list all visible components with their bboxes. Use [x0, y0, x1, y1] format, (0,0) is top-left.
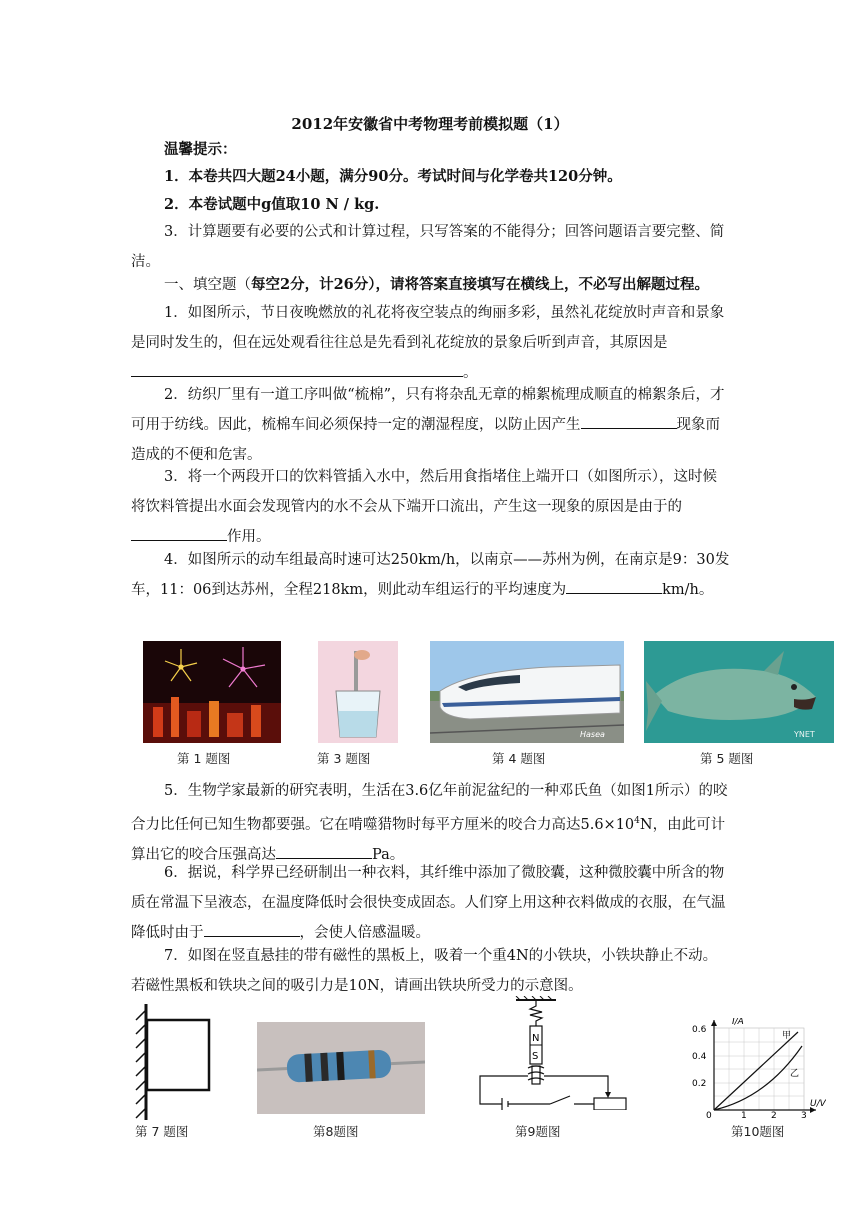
fireworks-image — [143, 641, 281, 743]
graph-y-tick-0.2: 0.2 — [692, 1079, 707, 1089]
question-1 — [131, 298, 731, 388]
graph-x-tick-1: 1 — [741, 1111, 747, 1118]
resistor-image — [257, 1022, 425, 1114]
q1-text-end: 。 — [463, 365, 478, 381]
section-1-heading — [131, 270, 731, 300]
q5-text: 5．生物学家最新的研究表明，生活在3.6亿年前泥盆纪的一种邓氏鱼（如图1所示）的咬合力比任何已知生物都要强。它在啃噬猎物时每平方厘米的咬合力高达5.6×10 — [131, 783, 728, 833]
q5-text-end: Pa。 — [372, 846, 405, 863]
caption-fig-3: 第 3 题图 — [317, 751, 371, 766]
q2-answer-blank[interactable] — [581, 414, 677, 429]
q6-text: 6．据说，科学界已经研制出一种衣料，其纤维中添加了微胶囊，这种微胶囊中所含的物质在常温下呈液态，在温度降低时会很快变成固态。人们穿上用这种衣料做成的衣服，在气温降低时由于 — [131, 865, 726, 941]
caption-fig-5: 第 5 题图 — [700, 751, 754, 766]
q5-exponent: 4 — [634, 816, 640, 826]
graph-curve-label-b: 乙 — [790, 1069, 800, 1079]
tips-heading-text: 温馨提示： — [164, 141, 237, 158]
section-1-instructions: 每空2分，计26分），请将答案直接填写在横线上，不必写出解题过程。 — [251, 276, 710, 293]
q6-answer-blank[interactable] — [204, 922, 300, 937]
q2-text: 2．纺织厂里有一道工序叫做“梳棉”，只有将杂乱无章的棉絮梳理成顺直的棉絮条后，才可用于纺线。因此，梳棉车间必须保持一定的潮湿程度，以防止因产生 — [131, 387, 725, 433]
q4-text-end: km/h。 — [662, 582, 714, 598]
question-4 — [131, 545, 731, 605]
question-6 — [131, 858, 731, 948]
question-7: 7．如图在竖直悬挂的带有磁性的黑板上，吸着一个重4N的小铁块，小铁块静止不动。若磁性黑板和铁块之间的吸引力是10N，请画出铁块所受力的示意图。 — [131, 948, 718, 994]
caption-fig-8: 第8题图 — [313, 1124, 359, 1139]
fish-image-watermark: YNET — [794, 730, 815, 739]
graph-y-tick-0.4: 0.4 — [692, 1052, 707, 1062]
q2-text-end: 现象而造成的不便和危害。 — [131, 417, 720, 463]
q6-text-end: ，会使人倍感温暖。 — [299, 925, 430, 941]
graph-x-tick-2: 2 — [771, 1111, 777, 1118]
page-title: 2012年安徽省中考物理考前模拟题（1） — [291, 115, 569, 133]
caption-fig-10: 第10题图 — [731, 1124, 785, 1139]
q5-text-middle: N，由此可计算出它的咬合压强高达 — [131, 816, 726, 863]
caption-fig-9: 第9题图 — [515, 1124, 561, 1139]
section-1-prefix: 一、填空题（ — [164, 277, 251, 293]
caption-fig-1: 第 1 题图 — [177, 751, 231, 766]
magnetic-board-diagram — [132, 1000, 222, 1124]
dunkleosteus-fish-image — [644, 641, 834, 743]
magnet-pole-n: N — [532, 1033, 540, 1044]
question-5 — [131, 776, 731, 870]
q5-answer-blank[interactable] — [276, 844, 372, 859]
q3-answer-blank[interactable] — [131, 526, 227, 541]
tip-1: 1．本卷共四大题24小题，满分90分。考试时间与化学卷共120分钟。 — [164, 168, 622, 185]
q3-text: 3．将一个两段开口的饮料管插入水中，然后用食指堵住上端开口（如图所示），这时候将饮料管提出水面会发现管内的水不会从下端开口流出，产生这一现象的原因是由于的 — [131, 469, 717, 515]
q4-text: 4．如图所示的动车组最高时速可达250km/h，以南京——苏州为例，在南京是9：30发车，11：06到达苏州，全程218km，则此动车组运行的平均速度为 — [131, 552, 730, 598]
q1-answer-blank[interactable] — [131, 362, 463, 377]
electromagnet-circuit-diagram — [470, 996, 632, 1110]
graph-y-axis-label: I/A — [732, 1018, 744, 1027]
straw-in-water-image — [318, 641, 398, 743]
graph-curve-label-a: 甲 — [782, 1031, 792, 1041]
graph-x-tick-0: 0 — [706, 1111, 712, 1118]
q4-answer-blank[interactable] — [566, 579, 662, 594]
question-2 — [131, 380, 731, 470]
caption-fig-7: 第 7 题图 — [135, 1124, 189, 1139]
question-3 — [131, 462, 731, 552]
magnet-pole-s: S — [532, 1051, 539, 1062]
tip-2: 2．本卷试题中g值取10 N / kg. — [164, 196, 380, 213]
train-image-logo: Hasea — [580, 730, 605, 739]
graph-x-axis-label: U/V — [810, 1099, 826, 1109]
graph-y-tick-0.6: 0.6 — [692, 1025, 707, 1035]
q1-text: 1．如图所示，节日夜晚燃放的礼花将夜空装点的绚丽多彩，虽然礼花绽放时声音和景象是同时发生的，但在远处观看往往总是先看到礼花绽放的景象后听到声音，其原因是 — [131, 305, 725, 351]
tips-heading — [164, 135, 764, 165]
bullet-train-image — [430, 641, 624, 743]
tip-3: 3．计算题要有必要的公式和计算过程，只写答案的不能得分；回答问题语言要完整、简洁。 — [131, 224, 725, 270]
iv-graph — [686, 1018, 826, 1118]
graph-x-tick-3: 3 — [801, 1111, 807, 1118]
caption-fig-4: 第 4 题图 — [492, 751, 546, 766]
q3-text-end: 作用。 — [227, 529, 271, 545]
